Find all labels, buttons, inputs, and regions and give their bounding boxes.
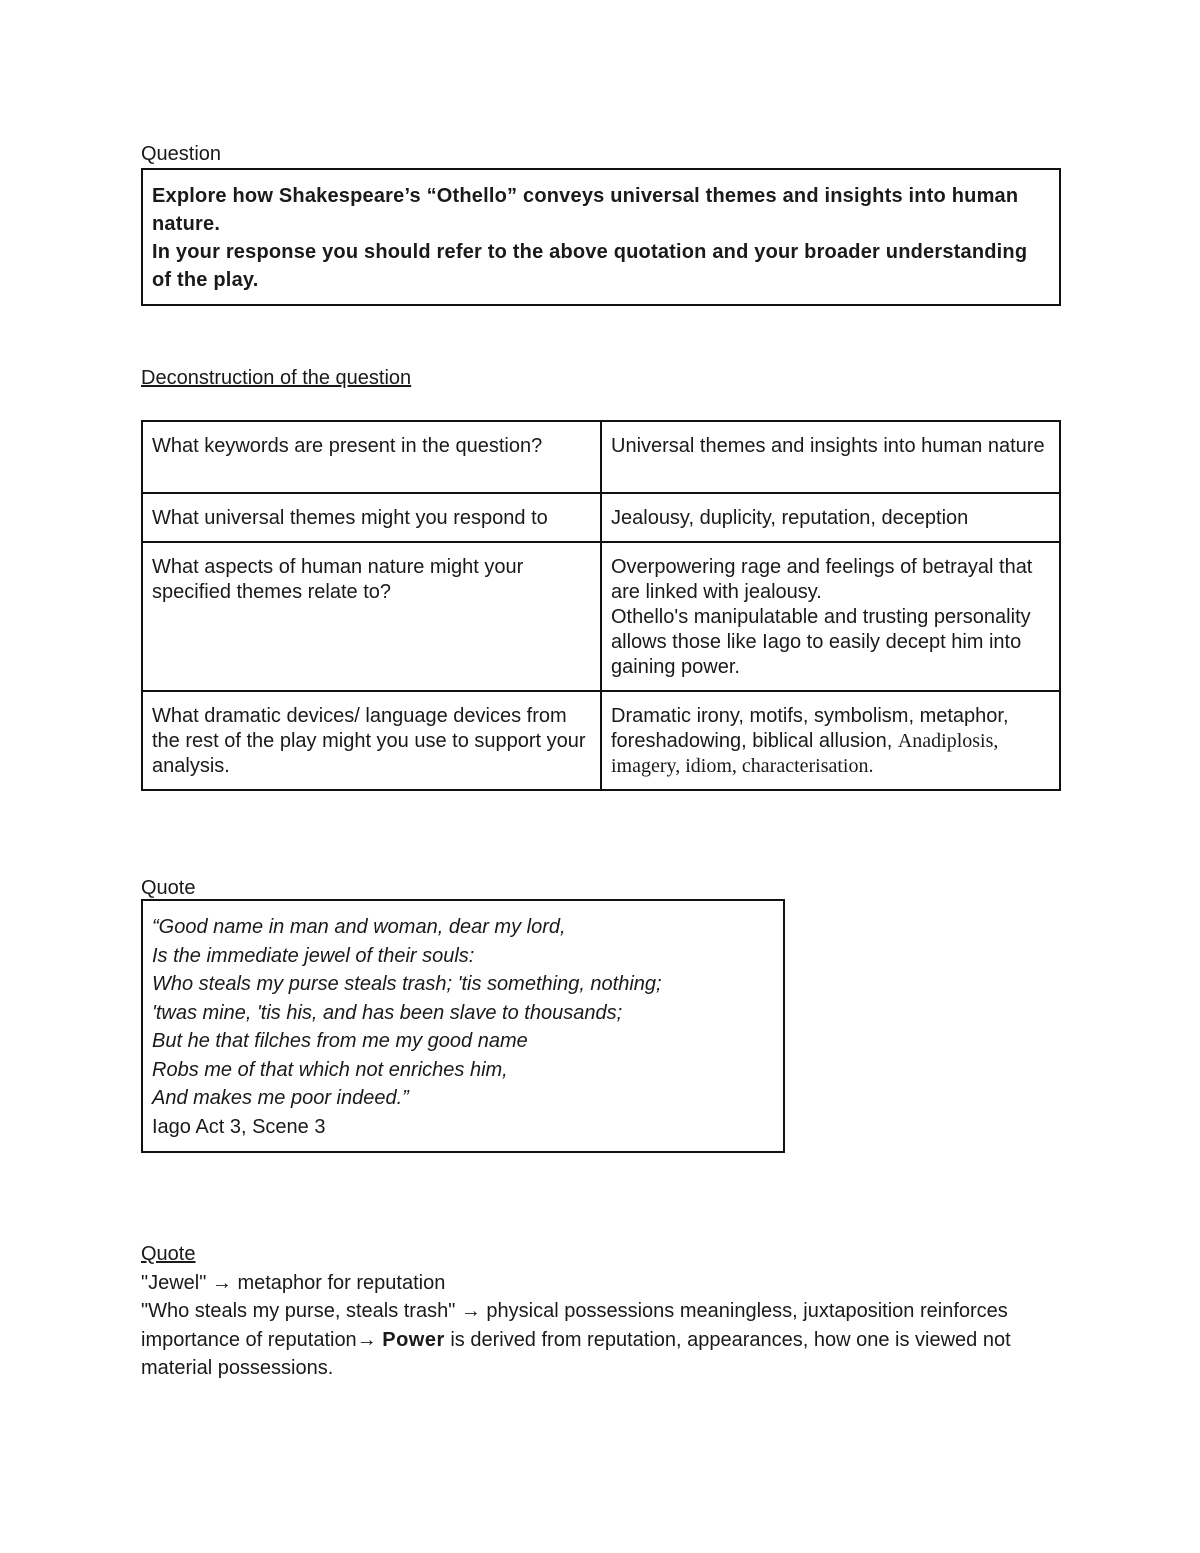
quote-line: Who steals my purse steals trash; 'tis something, nothing; [152,973,662,995]
analysis-text: is derived from reputation, appearances, how one is viewed not material possessions. [141,1328,1011,1379]
quote-label: Quote [141,877,196,899]
question-text: Explore how Shakespeare’s “Othello” conveys universal themes and insights into human nature. [152,185,1019,235]
answer-text: Dramatic irony, motifs, symbolism, metaphor, foreshadowing, biblical allusion, [611,705,1009,752]
answer-text-serif: Anadiplosis, imagery, idiom, characterisation. [611,730,999,777]
table-cell-answer: Universal themes and insights into human nature [601,421,1060,493]
quote-line: But he that filches from me my good name [152,1030,528,1052]
table-cell-answer: Jealousy, duplicity, reputation, deception [601,493,1060,542]
table-row [142,691,1060,790]
quote-line: Is the immediate jewel of their souls: [152,944,475,967]
table-cell-question: What aspects of human nature might your specified themes relate to? [142,542,601,691]
table-cell-question: What keywords are present in the question? [142,421,601,493]
quote-line: And makes me poor indeed.” [152,1087,409,1109]
quote-line: 'twas mine, 'tis his, and has been slave to thousands; [152,1001,623,1024]
answer-line: Overpowering rage and feelings of betrayal that are linked with jealousy. [611,556,1033,603]
deconstruction-heading: Deconstruction of the question [141,367,412,389]
table-cell-answer [601,691,1060,790]
question-box [141,168,1061,306]
quote-line: “Good name in man and woman, dear my lord, [152,916,566,938]
question-label: Question [141,143,222,165]
analysis-heading: Quote [141,1243,196,1265]
question-instruction: In your response you should refer to the above quotation and your broader understanding of the play. [152,241,1028,291]
analysis-line: "Jewel" → metaphor for reputation [141,1271,446,1294]
quote-line: Robs me of that which not enriches him, [152,1058,508,1081]
table-row [142,421,1060,493]
table-row [142,542,1060,691]
analysis-paragraph [141,1297,1071,1383]
deconstruction-table [141,420,1061,791]
quote-attribution: Iago Act 3, Scene 3 [152,1115,326,1138]
table-cell-answer [601,542,1060,691]
table-row [142,493,1060,542]
analysis-notes [141,1240,1071,1383]
quote-box [141,899,785,1153]
table-cell-question: What universal themes might you respond to [142,493,601,542]
answer-line: Othello's manipulatable and trusting personality allows those like Iago to easily decept him into gaining power. [611,606,1031,678]
analysis-text: "Who steals my purse, steals trash" → physical possessions meaningless, juxtaposition reinforces importance of reputation→ [141,1300,1008,1351]
table-cell-question: What dramatic devices/ language devices from the rest of the play might you use to support your analysis. [142,691,601,790]
analysis-emphasis: Power [382,1328,445,1351]
